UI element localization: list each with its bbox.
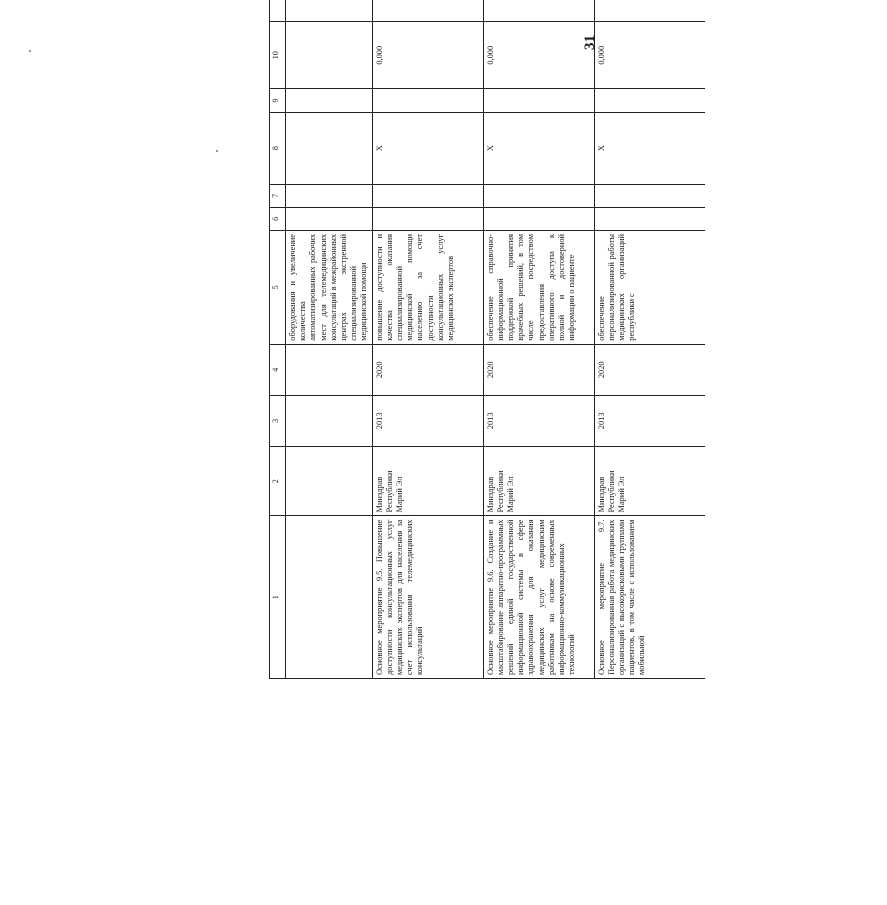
empty-cell	[594, 207, 705, 230]
column-header	[270, 0, 286, 22]
event-cell: Основное мероприятие 9.6. Создание и масштабирование аппаратно-программных решений единой государственной информационной системы в сфере здравоохранения для оказания медицинских услуг медицинским работникам на основе современных информационно-коммуникационных технологий	[483, 516, 594, 679]
value-cell: 0,000	[372, 22, 483, 89]
executor-cell	[286, 446, 373, 516]
scan-speck	[216, 150, 218, 152]
event-cell: Основное мероприятие 9.5. Повышение доступности консультационных услуг медицинских экспертов для населения за счет использования телемедицинских консультаций	[372, 516, 483, 679]
start-year-cell: 2013	[594, 395, 705, 446]
start-year-cell	[286, 395, 373, 446]
value-cell	[286, 0, 373, 22]
rotated-document-page	[247, 0, 887, 681]
result-cell: повышение доступности и качества оказания специализированной медицинской помощи населению за счет доступности консультационных услуг медицинских экспертов	[372, 230, 483, 344]
column-header: 9	[270, 89, 286, 112]
value-cell	[286, 22, 373, 89]
column-header: 6	[270, 207, 286, 230]
value-cell	[594, 0, 705, 22]
start-year-cell: 2013	[372, 395, 483, 446]
table-row	[483, 0, 594, 679]
empty-cell	[286, 207, 373, 230]
value-cell	[372, 0, 483, 22]
column-header: 5	[270, 230, 286, 344]
empty-cell	[372, 207, 483, 230]
event-cell: Основное мероприятие 9.7. Персонализированная работа медицинских организаций с высокорисковыми группами пациентов, в том числе с использованием мобильной	[594, 516, 705, 679]
table-row	[372, 0, 483, 679]
column-header: 3	[270, 395, 286, 446]
table-row	[594, 0, 705, 679]
empty-cell	[372, 89, 483, 112]
table-row	[286, 0, 373, 679]
page-number: 31	[582, 35, 598, 50]
column-header: 4	[270, 344, 286, 395]
scan-speck	[29, 50, 31, 52]
empty-cell	[286, 89, 373, 112]
result-cell: оборудования и увеличение количества автоматизированных рабочих мест для телемедицинских консультаций в межрайонных центрах экстренной специализированной медицинской помощи	[286, 230, 373, 344]
end-year-cell: 2020	[594, 344, 705, 395]
event-cell	[286, 516, 373, 679]
value-cell	[483, 0, 594, 22]
empty-cell	[483, 184, 594, 207]
end-year-cell: 2020	[372, 344, 483, 395]
executor-cell: Минздрав Республики Марий Эл	[483, 446, 594, 516]
col8-cell: X	[483, 112, 594, 184]
col8-cell	[286, 112, 373, 184]
empty-cell	[594, 184, 705, 207]
program-events-table	[269, 0, 705, 679]
empty-cell	[594, 89, 705, 112]
result-cell: обеспечение справочно-информационной поддержкой принятия врачебных решений, в том числе посредством предоставления оперативного доступа к полной и достоверной информации о пациенте	[483, 230, 594, 344]
value-cell: 0,000	[594, 22, 705, 89]
executor-cell: Минздрав Республики Марий Эл	[372, 446, 483, 516]
value-cell: 0,000	[483, 22, 594, 89]
table-header-row	[270, 0, 286, 679]
column-header: 1	[270, 516, 286, 679]
column-header: 10	[270, 22, 286, 89]
column-header: 2	[270, 446, 286, 516]
result-cell: обеспечение персонализированной работы медицинских организаций республики с	[594, 230, 705, 344]
col8-cell: X	[372, 112, 483, 184]
end-year-cell: 2020	[483, 344, 594, 395]
empty-cell	[286, 184, 373, 207]
column-header: 8	[270, 112, 286, 184]
end-year-cell	[286, 344, 373, 395]
empty-cell	[372, 184, 483, 207]
empty-cell	[483, 89, 594, 112]
executor-cell: Минздрав Республики Марий Эл	[594, 446, 705, 516]
column-header: 7	[270, 184, 286, 207]
empty-cell	[483, 207, 594, 230]
start-year-cell: 2013	[483, 395, 594, 446]
col8-cell: X	[594, 112, 705, 184]
